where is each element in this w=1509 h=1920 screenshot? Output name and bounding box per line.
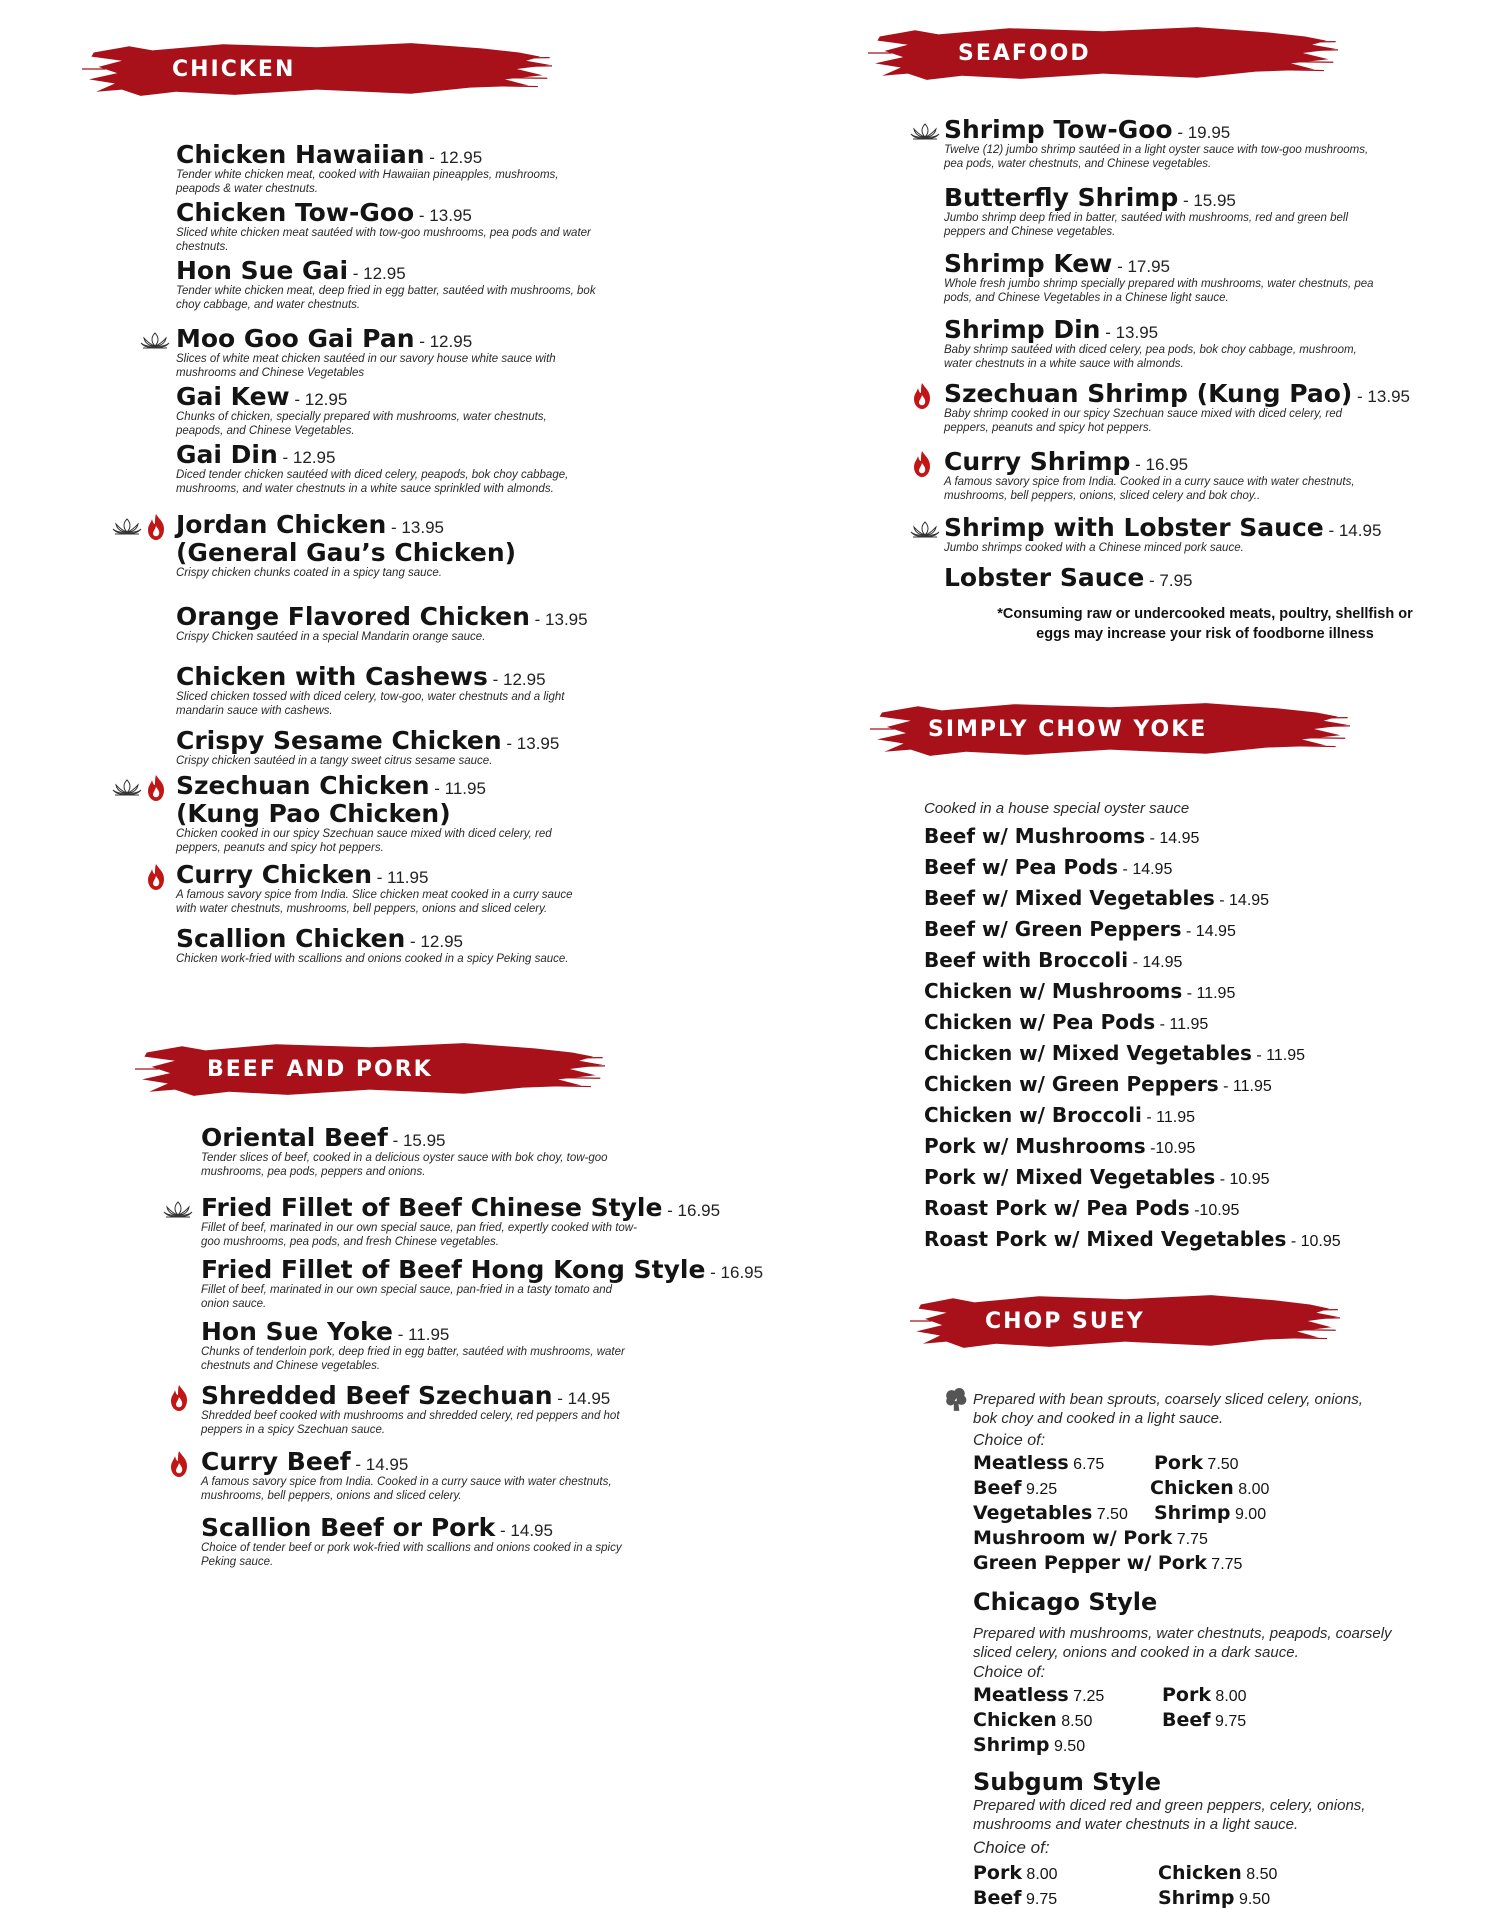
menu-item-title <box>201 1382 641 1410</box>
menu-item-price: - 15.95 <box>387 1131 446 1150</box>
menu-item-name: Fried Fillet of Beef Hong Kong Style <box>201 1255 706 1284</box>
menu-item <box>176 441 596 496</box>
menu-item-price: - 13.95 <box>414 206 472 225</box>
chow-yoke-price: - 11.95 <box>1251 1047 1306 1064</box>
menu-item-desc: Jumbo shrimps cooked with a Chinese minced pork sauce. <box>944 542 1244 554</box>
menu-item-price: - 13.95 <box>1352 387 1410 406</box>
spicy-flame-icon <box>146 513 166 541</box>
menu-item-desc: Crispy chicken chunks coated in a spicy tang sauce. <box>176 567 442 579</box>
menu-item <box>944 514 1381 556</box>
menu-item-price: - 14.95 <box>350 1455 409 1474</box>
menu-item-title <box>176 441 596 469</box>
choice-price: 8.50 <box>1056 1713 1093 1730</box>
menu-item-desc: Whole fresh jumbo shrimp specially prepared with mushrooms, water chestnuts, pea pods, and Chinese Vegetables in a Chinese light sauce. <box>944 278 1374 304</box>
chicago-choice-label: Choice of: <box>973 1664 1046 1681</box>
menu-item-name: Oriental Beef <box>201 1123 388 1152</box>
lotus-icon <box>140 331 170 349</box>
menu-item-title <box>176 383 596 411</box>
menu-item-price: - 12.95 <box>277 448 336 467</box>
chow-yoke-price: - 11.95 <box>1218 1078 1272 1095</box>
choice-name: Shrimp <box>1154 1502 1231 1524</box>
choice-name: Meatless <box>973 1684 1069 1706</box>
menu-item-name: Fried Fillet of Beef Chinese Style <box>201 1193 663 1222</box>
menu-item <box>201 1514 641 1569</box>
menu-item-title <box>944 514 1381 542</box>
menu-item-desc: Shredded beef cooked with mushrooms and shredded celery, red peppers and hot peppers in a spicy Szechuan sauce. <box>201 1410 620 1436</box>
choice-name: Shrimp <box>973 1734 1050 1756</box>
menu-item-title <box>201 1318 641 1346</box>
chow-yoke-item <box>924 1134 1195 1158</box>
chow-yoke-price: - 14.95 <box>1214 892 1270 909</box>
menu-item-desc: Chicken work-fried with scallions and onions cooked in a spicy Peking sauce. <box>176 953 569 965</box>
chow-yoke-price: - 14.95 <box>1118 861 1173 878</box>
menu-item <box>176 199 596 254</box>
menu-item-price: - 11.95 <box>372 868 429 887</box>
choice-item <box>1154 1502 1266 1524</box>
menu-item-desc: Tender white chicken meat, deep fried in egg batter, sautéed with mushrooms, bok choy cabbage, and water chestnuts. <box>176 285 596 311</box>
menu-item-name: Curry Shrimp <box>944 447 1131 476</box>
menu-item-desc: Slices of white meat chicken sautéed in our savory house white sauce with mushrooms and Chinese Vegetables <box>176 353 556 379</box>
menu-item-title <box>176 603 588 631</box>
choice-name: Mushroom w/ Pork <box>973 1527 1173 1549</box>
menu-item <box>944 250 1374 305</box>
broccoli-icon <box>944 1388 968 1412</box>
chow-yoke-item <box>924 948 1182 972</box>
choice-item <box>1162 1684 1247 1706</box>
choice-price: 8.50 <box>1241 1866 1278 1883</box>
menu-item-desc: Fillet of beef, marinated in our own special sauce, pan-fried in a tasty tomato and onion sauce. <box>201 1284 613 1310</box>
choice-name: Meatless <box>973 1452 1069 1474</box>
menu-item <box>176 772 596 855</box>
menu-item-desc: Crispy chicken sautéed in a tangy sweet citrus sesame sauce. <box>176 755 493 767</box>
choice-item <box>973 1502 1128 1524</box>
menu-item-price: - 13.95 <box>501 734 560 753</box>
chow-yoke-item <box>924 1041 1305 1065</box>
menu-item-title <box>176 257 596 285</box>
menu-item-desc: Sliced chicken tossed with diced celery, tow-goo, water chestnuts and a light mandarin sauce with cashews. <box>176 691 565 717</box>
menu-item-price: - 14.95 <box>495 1521 553 1540</box>
choice-name: Pork <box>1154 1452 1203 1474</box>
choice-price: 7.75 <box>1206 1556 1243 1573</box>
subgum-style-title: Subgum Style <box>973 1768 1162 1796</box>
choice-item <box>973 1734 1085 1756</box>
choice-item <box>973 1684 1104 1706</box>
menu-item-name: Crispy Sesame Chicken <box>176 726 502 755</box>
choice-name: Pork <box>1162 1684 1211 1706</box>
chow-yoke-item <box>924 1010 1208 1034</box>
menu-item-price: - 16.95 <box>705 1263 764 1282</box>
menu-item-title <box>201 1256 763 1284</box>
chow-yoke-banner <box>870 698 1350 760</box>
choice-price: 9.75 <box>1210 1713 1247 1730</box>
chicken-heading: CHICKEN <box>172 56 296 82</box>
chow-yoke-item <box>924 1196 1239 1220</box>
choice-item <box>973 1709 1092 1731</box>
chow-yoke-price: - 14.95 <box>1181 923 1236 940</box>
lotus-icon <box>163 1200 193 1218</box>
menu-item-name: Chicken Hawaiian <box>176 140 425 169</box>
menu-item-desc: Baby shrimp cooked in our spicy Szechuan sauce mixed with diced celery, red peppers, peanuts and spicy hot peppers. <box>944 408 1343 434</box>
menu-item-title <box>176 861 596 889</box>
menu-item-desc: A famous savory spice from India. Slice chicken meat cooked in a curry sauce with water chestnuts, mushrooms, bell peppers, onions and sliced celery. <box>176 889 573 915</box>
chow-yoke-item <box>924 917 1236 941</box>
choice-item <box>973 1452 1104 1474</box>
choice-item <box>973 1887 1057 1909</box>
chow-yoke-intro: Cooked in a house special oyster sauce <box>924 800 1190 817</box>
menu-item-desc: Chunks of chicken, specially prepared with mushrooms, water chestnuts, peapods, and Chinese Vegetables. <box>176 411 547 437</box>
menu-item-price: - 16.95 <box>1130 455 1189 474</box>
menu-item-name: Moo Goo Gai Pan <box>176 324 415 353</box>
menu-item-name: Gai Kew <box>176 382 290 411</box>
choice-price: 6.75 <box>1068 1456 1105 1473</box>
menu-item-desc: Baby shrimp sautéed with diced celery, pea pods, bok choy cabbage, mushroom, water chestnuts in a white sauce with almonds. <box>944 344 1357 370</box>
menu-item-name: Orange Flavored Chicken <box>176 602 530 631</box>
chow-yoke-price: - 11.95 <box>1182 985 1236 1002</box>
menu-item <box>176 727 559 769</box>
choice-item <box>973 1477 1057 1499</box>
menu-item <box>944 184 1374 239</box>
spicy-flame-icon <box>146 863 166 891</box>
choice-item <box>973 1527 1208 1549</box>
choice-name: Chicken <box>973 1709 1057 1731</box>
lotus-icon <box>112 778 142 796</box>
menu-item-name: Chicken with Cashews <box>176 662 488 691</box>
chow-yoke-item <box>924 1227 1341 1251</box>
choice-name: Beef <box>973 1887 1022 1909</box>
choice-price: 7.50 <box>1092 1506 1128 1523</box>
menu-item-price: - 13.95 <box>386 518 444 537</box>
chow-yoke-name: Pork w/ Mushrooms <box>924 1134 1146 1158</box>
menu-item-name: Curry Beef <box>201 1447 351 1476</box>
chow-yoke-name: Chicken w/ Mixed Vegetables <box>924 1041 1252 1065</box>
lotus-icon <box>910 520 940 538</box>
menu-item <box>176 861 596 916</box>
menu-item-name: Scallion Beef or Pork <box>201 1513 496 1542</box>
foodborne-warning: *Consuming raw or undercooked meats, poultry, shellfish or eggs may increase your risk of foodborne illness <box>997 606 1413 642</box>
menu-item-name: Scallion Chicken <box>176 924 406 953</box>
menu-item-title <box>176 772 596 800</box>
choice-name: Beef <box>1162 1709 1211 1731</box>
menu-item-title <box>176 511 516 539</box>
chop-suey-heading: CHOP SUEY <box>985 1308 1145 1334</box>
spicy-flame-icon <box>912 382 932 410</box>
menu-item-price: - 12.95 <box>348 264 406 283</box>
chow-yoke-list <box>924 824 1344 1264</box>
menu-item-title <box>944 184 1374 212</box>
menu-item <box>944 116 1374 171</box>
menu-item <box>176 141 596 196</box>
lotus-icon <box>112 517 142 535</box>
menu-item-title <box>201 1194 720 1222</box>
menu-item-name: Jordan Chicken <box>176 510 387 539</box>
subgum-choice-label: Choice of: <box>973 1838 1050 1857</box>
choice-name: Chicken <box>1150 1477 1234 1499</box>
menu-item-price: - 12.95 <box>424 148 483 167</box>
menu-item-title <box>176 325 596 353</box>
menu-item-desc: Jumbo shrimp deep fried in batter, sautéed with mushrooms, red and green bell peppers and Chinese vegetables. <box>944 212 1348 238</box>
menu-item-title <box>944 116 1374 144</box>
menu-item <box>944 564 1192 592</box>
menu-item-desc: Fillet of beef, marinated in our own special sauce, pan fried, expertly cooked with tow-goo mushrooms, pea pods, and fresh Chinese vegetables. <box>201 1222 637 1248</box>
seafood-heading: SEAFOOD <box>958 40 1091 66</box>
choice-price: 9.75 <box>1021 1891 1058 1908</box>
menu-item <box>201 1194 720 1249</box>
menu-item-name: Shrimp Kew <box>944 249 1113 278</box>
menu-item-desc: Twelve (12) jumbo shrimp sautéed in a light oyster sauce with tow-goo mushrooms, pea pods, water chestnuts, and Chinese vegetables. <box>944 144 1369 170</box>
menu-item-desc: Diced tender chicken sautéed with diced celery, peapods, bok choy cabbage, mushrooms, and water chestnuts in a white sauce sprinkled with almonds. <box>176 469 569 495</box>
chow-yoke-price: - 14.95 <box>1128 954 1183 971</box>
chow-yoke-price: - 11.95 <box>1141 1109 1195 1126</box>
choice-name: Chicken <box>1158 1862 1242 1884</box>
choice-price: 9.00 <box>1230 1506 1267 1523</box>
menu-item-title <box>944 564 1192 592</box>
menu-item <box>176 257 596 312</box>
menu-item-desc: Chunks of tenderloin pork, deep fried in egg batter, sautéed with mushrooms, water chestnuts and Chinese vegetables. <box>201 1346 625 1372</box>
chow-yoke-name: Beef w/ Mixed Vegetables <box>924 886 1215 910</box>
menu-item <box>176 925 568 967</box>
menu-item-price: - 12.95 <box>405 932 463 951</box>
choice-price: 9.25 <box>1021 1481 1058 1498</box>
menu-item-title <box>201 1514 641 1542</box>
chop-suey-intro: Prepared with bean sprouts, coarsely sliced celery, onions, bok choy and cooked in a light sauce. <box>973 1391 1363 1427</box>
choice-item <box>1158 1862 1277 1884</box>
menu-item-name: Szechuan Shrimp (Kung Pao) <box>944 379 1353 408</box>
choice-item <box>1150 1477 1269 1499</box>
menu-item-title <box>944 316 1374 344</box>
chow-yoke-item <box>924 1072 1272 1096</box>
chow-yoke-name: Roast Pork w/ Pea Pods <box>924 1196 1190 1220</box>
chow-yoke-name: Chicken w/ Broccoli <box>924 1103 1142 1127</box>
menu-item-name-alt: (Kung Pao Chicken) <box>176 799 451 828</box>
beef-pork-heading: BEEF AND PORK <box>207 1056 433 1082</box>
choice-item <box>973 1862 1058 1884</box>
chow-yoke-name: Beef w/ Green Peppers <box>924 917 1182 941</box>
menu-item-name: Curry Chicken <box>176 860 373 889</box>
spicy-flame-icon <box>912 450 932 478</box>
choice-price: 8.00 <box>1021 1866 1058 1883</box>
choice-price: 8.00 <box>1210 1688 1247 1705</box>
menu-item-name: Hon Sue Yoke <box>201 1317 393 1346</box>
menu-item-name: Butterfly Shrimp <box>944 183 1179 212</box>
choice-name: Beef <box>973 1477 1022 1499</box>
menu-item <box>176 325 596 380</box>
menu-item-desc: Crispy Chicken sautéed in a special Mandarin orange sauce. <box>176 631 486 643</box>
chow-yoke-item <box>924 979 1235 1003</box>
menu-item-price: - 15.95 <box>1178 191 1236 210</box>
chow-yoke-price: - 11.95 <box>1155 1016 1209 1033</box>
menu-item-title <box>176 727 559 755</box>
choice-price: 7.25 <box>1068 1688 1105 1705</box>
menu-item-name: Shrimp with Lobster Sauce <box>944 513 1324 542</box>
menu-item-price: - 19.95 <box>1172 123 1231 142</box>
chop-suey-choice-label: Choice of: <box>973 1432 1046 1449</box>
menu-item-name: Shredded Beef Szechuan <box>201 1381 553 1410</box>
menu-item-title <box>176 141 596 169</box>
menu-item <box>176 511 516 581</box>
choice-price: 7.75 <box>1172 1531 1208 1548</box>
menu-item-title <box>201 1448 641 1476</box>
menu-item-title <box>176 925 568 953</box>
chow-yoke-price: -10.95 <box>1189 1202 1240 1219</box>
menu-item <box>944 380 1410 435</box>
menu-item-price: - 12.95 <box>487 670 546 689</box>
choice-name: Green Pepper w/ Pork <box>973 1552 1207 1574</box>
choice-name: Vegetables <box>973 1502 1093 1524</box>
menu-item-title <box>944 250 1374 278</box>
chow-yoke-price: - 14.95 <box>1145 830 1200 847</box>
choice-name: Shrimp <box>1158 1887 1235 1909</box>
chow-yoke-name: Chicken w/ Mushrooms <box>924 979 1183 1003</box>
menu-item-desc: Chicken cooked in our spicy Szechuan sauce mixed with diced celery, red peppers, peanuts and spicy hot peppers. <box>176 828 552 854</box>
menu-item-desc: Sliced white chicken meat sautéed with tow-goo mushrooms, pea pods and water chestnuts. <box>176 227 591 253</box>
chicken-banner <box>82 38 552 100</box>
menu-item-title <box>176 663 596 691</box>
chop-suey-banner <box>910 1290 1340 1352</box>
choice-price: 7.50 <box>1202 1456 1239 1473</box>
choice-price: 8.00 <box>1233 1481 1270 1498</box>
menu-item-name-alt: (General Gau’s Chicken) <box>176 538 517 567</box>
beef-pork-banner <box>135 1038 605 1100</box>
menu-item-price: - 11.95 <box>429 779 486 798</box>
menu-item <box>201 1382 641 1437</box>
menu-item-name: Gai Din <box>176 440 278 469</box>
menu-item-price: - 14.95 <box>1323 521 1382 540</box>
menu-item-price: - 16.95 <box>662 1201 721 1220</box>
seafood-banner <box>868 22 1338 84</box>
choice-item <box>1158 1887 1270 1909</box>
chow-yoke-price: -10.95 <box>1145 1140 1196 1157</box>
menu-item-name: Shrimp Tow-Goo <box>944 115 1173 144</box>
spicy-flame-icon <box>169 1450 189 1478</box>
chow-yoke-name: Chicken w/ Pea Pods <box>924 1010 1156 1034</box>
chow-yoke-heading: SIMPLY CHOW YOKE <box>928 716 1208 742</box>
menu-item-name: Lobster Sauce <box>944 563 1145 592</box>
chicago-style-title: Chicago Style <box>973 1588 1158 1616</box>
menu-item <box>944 316 1374 371</box>
menu-item <box>176 603 588 645</box>
menu-item-name: Szechuan Chicken <box>176 771 430 800</box>
menu-item-price: - 11.95 <box>392 1325 450 1344</box>
menu-item <box>176 663 596 718</box>
menu-item-price: - 13.95 <box>529 610 588 629</box>
chow-yoke-name: Beef w/ Mushrooms <box>924 824 1146 848</box>
menu-item <box>201 1256 763 1311</box>
choice-price: 9.50 <box>1049 1738 1086 1755</box>
menu-item-price: - 17.95 <box>1112 257 1170 276</box>
menu-item <box>176 383 596 438</box>
menu-item-price: - 12.95 <box>414 332 473 351</box>
chow-yoke-price: - 10.95 <box>1286 1233 1341 1250</box>
menu-item-desc: Tender slices of beef, cooked in a delicious oyster sauce with bok choy, tow-goo mushrooms, pea pods, peppers and onions. <box>201 1152 608 1178</box>
choice-item <box>973 1552 1242 1574</box>
subgum-style-desc: Prepared with diced red and green peppers, celery, onions, mushrooms and water chestnuts in a light sauce. <box>973 1797 1366 1833</box>
chow-yoke-name: Pork w/ Mixed Vegetables <box>924 1165 1216 1189</box>
menu-item <box>201 1448 641 1503</box>
menu-item <box>201 1124 641 1179</box>
choice-item <box>1162 1709 1246 1731</box>
menu-item-title <box>201 1124 641 1152</box>
menu-item-desc: Tender white chicken meat, cooked with Hawaiian pineapples, mushrooms, peapods & water chestnuts. <box>176 169 559 195</box>
chow-yoke-item <box>924 886 1269 910</box>
chow-yoke-name: Roast Pork w/ Mixed Vegetables <box>924 1227 1287 1251</box>
chow-yoke-item <box>924 1103 1195 1127</box>
choice-item <box>1154 1452 1239 1474</box>
choice-name: Pork <box>973 1862 1022 1884</box>
chow-yoke-name: Beef with Broccoli <box>924 948 1129 972</box>
lotus-icon <box>910 122 940 140</box>
chow-yoke-price: - 10.95 <box>1215 1171 1270 1188</box>
choice-price: 9.50 <box>1234 1891 1271 1908</box>
menu-item-title <box>944 380 1410 408</box>
chow-yoke-name: Beef w/ Pea Pods <box>924 855 1119 879</box>
menu-item <box>944 448 1374 503</box>
menu-item-desc: A famous savory spice from India. Cooked in a curry sauce with water chestnuts, mushrooms, bell peppers, onions, sliced celery and bok choy.. <box>944 476 1355 502</box>
chow-yoke-name: Chicken w/ Green Peppers <box>924 1072 1219 1096</box>
menu-item-title <box>944 448 1374 476</box>
chow-yoke-item <box>924 1165 1270 1189</box>
menu-item-title <box>176 199 596 227</box>
menu-item-name: Hon Sue Gai <box>176 256 349 285</box>
menu-item-name: Chicken Tow-Goo <box>176 198 415 227</box>
menu-item-desc: Choice of tender beef or pork wok-fried with scallions and onions cooked in a spicy Peking sauce. <box>201 1542 622 1568</box>
menu-item-name: Shrimp Din <box>944 315 1101 344</box>
spicy-flame-icon <box>169 1384 189 1412</box>
menu-item-price: - 7.95 <box>1144 571 1193 590</box>
chow-yoke-item <box>924 855 1172 879</box>
chicago-style-desc: Prepared with mushrooms, water chestnuts, peapods, coarsely sliced celery, onions and cooked in a dark sauce. <box>973 1625 1392 1661</box>
menu-item-price: - 12.95 <box>289 390 348 409</box>
menu-item-price: - 13.95 <box>1100 323 1159 342</box>
chow-yoke-item <box>924 824 1199 848</box>
menu-item <box>201 1318 641 1373</box>
spicy-flame-icon <box>146 774 166 802</box>
menu-item-desc: A famous savory spice from India. Cooked in a curry sauce with water chestnuts, mushrooms, bell peppers, onions and sliced celery. <box>201 1476 612 1502</box>
menu-item-price: - 14.95 <box>552 1389 611 1408</box>
